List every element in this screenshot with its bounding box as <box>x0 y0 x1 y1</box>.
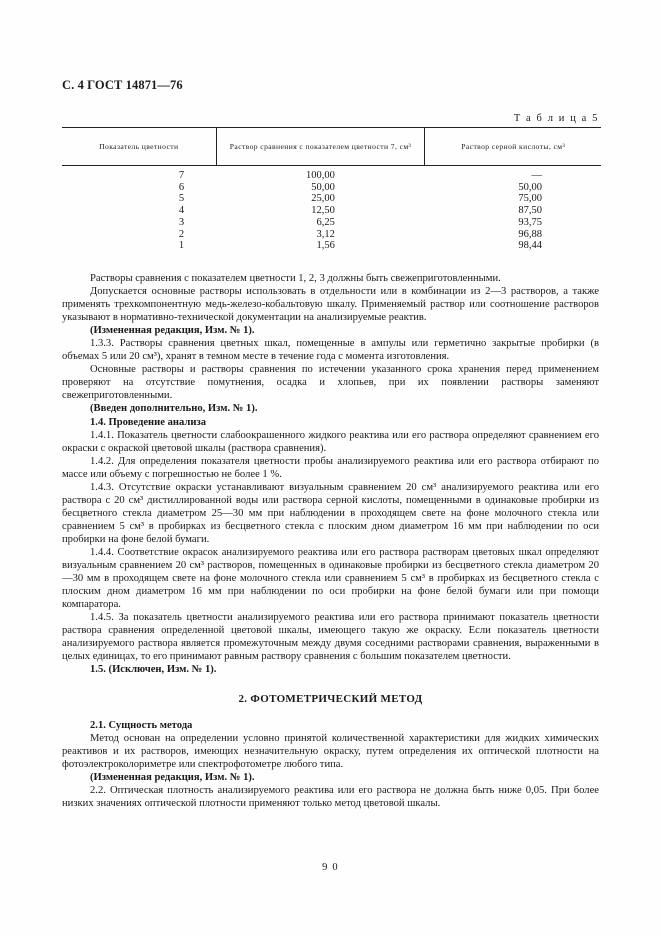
table-row <box>62 166 601 182</box>
table-row <box>62 217 601 229</box>
amendment-note: 1.5. (Исключен, Изм. № 1). <box>90 664 217 676</box>
table-cell: 7 <box>178 170 185 181</box>
column-header: Раствор сравнения с показателем цветности 7, см³ <box>216 128 425 166</box>
section-title: 2. ФОТОМЕТРИЧЕСКИЙ МЕТОД <box>238 693 423 706</box>
table-cell: 5 <box>178 193 185 205</box>
table-cell: 12,50 <box>311 205 335 217</box>
paragraph: 1.4.4. Соответствие окрасок анализируемого реактива или его раствора растворам цветовых шкал определяют визуальным сравнением 20 см³ растворов, помещенных в одинаковые пробирки из бесцветного стекла диаметром 20—30 мм в проходящем свете на фоне молочного стекла или сравнением 5 см³ в пробирках из бесцветного стекла с плоским дном диаметром 16 мм при наблюдении по оси пробирки на фоне белой бумаги или при помощи компаратора. <box>62 546 599 611</box>
amendment-note: (Введен дополнительно, Изм. № 1). <box>90 403 258 415</box>
table-cell: 6 <box>178 181 185 193</box>
table-row <box>62 240 601 252</box>
table-cell: 100,00 <box>306 170 335 181</box>
table-cell: 50,00 <box>518 181 542 193</box>
table-5 <box>62 127 601 252</box>
table-row <box>62 193 601 205</box>
table-cell: 3 <box>178 216 185 228</box>
table-cell: 75,00 <box>518 193 542 205</box>
table-row <box>62 229 601 241</box>
page-header: С. 4 ГОСТ 14871—76 <box>62 78 183 92</box>
table-cell: 25,00 <box>311 193 335 205</box>
amendment-note: (Измененная редакция, Изм. № 1). <box>90 771 255 783</box>
table-cell: 87,50 <box>518 205 542 217</box>
paragraph: 1.4.5. За показатель цветности анализируемого реактива или его раствора принимают показатель цветности раствора сравнения определенной цветовой шкалы, имеющего такую же окраску. Если показатель цветности анализируемого раствора является промежуточным между двумя соседними растворами сравнения, выраженными в целых единицах, то его принимают равным раствору сравнения с большим показателем цветности. <box>62 612 599 663</box>
paragraph: 2.2. Оптическая плотность анализируемого реактива или его раствора не должна быть ниже 0,05. При более низких значениях оптической плотности применяют только метод цветовой шкалы. <box>62 784 599 809</box>
subsection-heading: 2.1. Сущность метода <box>90 719 193 731</box>
table-header-row <box>62 128 601 166</box>
document-body <box>62 272 599 810</box>
paragraph: Метод основан на определении условно принятой количественной характеристики для жидких химических реактивов и их растворов, имеющих незначительную окраску, путем определения их оптической плотности на фотоэлектроколориметре или спектрофотометре любого типа. <box>62 732 599 770</box>
paragraph: 1.4.3. Отсутствие окраски устанавливают визуальным сравнением 20 см³ анализируемого реактива или его раствора с 20 см³ дистиллированной воды или раствора серной кислоты, помещенными в одинаковые пробирки из бесцветного стекла диаметром 25—30 мм при наблюдении в проходящем свете на фоне молочного стекла или сравнением 5 см³ в пробирках из бесцветного стекла с плоским дном диаметром 16 мм при наблюдении по оси пробирки на фоне белой бумаги. <box>62 481 599 545</box>
table-cell: 50,00 <box>311 181 335 193</box>
table-cell: 1,56 <box>316 240 335 252</box>
table-caption: Т а б л и ц а 5 <box>513 113 599 124</box>
page-number: 9 0 <box>322 862 339 873</box>
table-cell: — <box>531 170 542 181</box>
column-header: Показатель цветности <box>62 128 216 166</box>
table-cell: 93,75 <box>518 216 542 228</box>
table-row <box>62 205 601 217</box>
amendment-note: (Измененная редакция, Изм. № 1). <box>90 325 255 337</box>
table-cell: 4 <box>178 205 185 217</box>
table-cell: 96,88 <box>518 228 542 240</box>
table-row <box>62 182 601 194</box>
table-cell: 98,44 <box>518 240 542 252</box>
paragraph: 1.4.2. Для определения показателя цветности пробы анализируемого реактива или его раствора отбирают по массе или объему с погрешностью не более 1 %. <box>62 455 599 480</box>
paragraph: 1.3.3. Растворы сравнения цветных шкал, помещенные в ампулы или герметично закрытые пробирки (в объемах 5 или 20 см³), хранят в темном месте в течение года с момента изготовления. <box>62 338 599 363</box>
table-cell: 6,25 <box>316 216 335 228</box>
paragraph: Допускается основные растворы использовать в отдельности или в комбинации из 2—3 растворов, а также применять трехкомпонентную медь-железо-кобальтовую шкалу. Применяемый раствор или соотношение растворов указывают в нормативно-технической документации на анализируемые реактив. <box>62 286 599 324</box>
paragraph: 1.4.1. Показатель цветности слабоокрашенного жидкого реактива или его раствора определяют сравнением его окраски с окраской цветовой шкалы (раствора сравнения). <box>62 429 599 454</box>
table-cell: 2 <box>178 228 185 240</box>
table-cell: 1 <box>178 240 185 252</box>
table-cell: 3,12 <box>316 228 335 240</box>
subsection-heading: 1.4. Проведение анализа <box>90 416 206 428</box>
paragraph: Основные растворы и растворы сравнения по истечении указанного срока хранения перед применением проверяют на отсутствие помутнения, осадка и хлопьев, при их появлении растворы заменяют свежеприготовленными. <box>62 364 599 402</box>
paragraph: Растворы сравнения с показателем цветности 1, 2, 3 должны быть свежеприготовленными. <box>90 273 501 284</box>
column-header: Раствор серной кислоты, см³ <box>425 128 601 166</box>
